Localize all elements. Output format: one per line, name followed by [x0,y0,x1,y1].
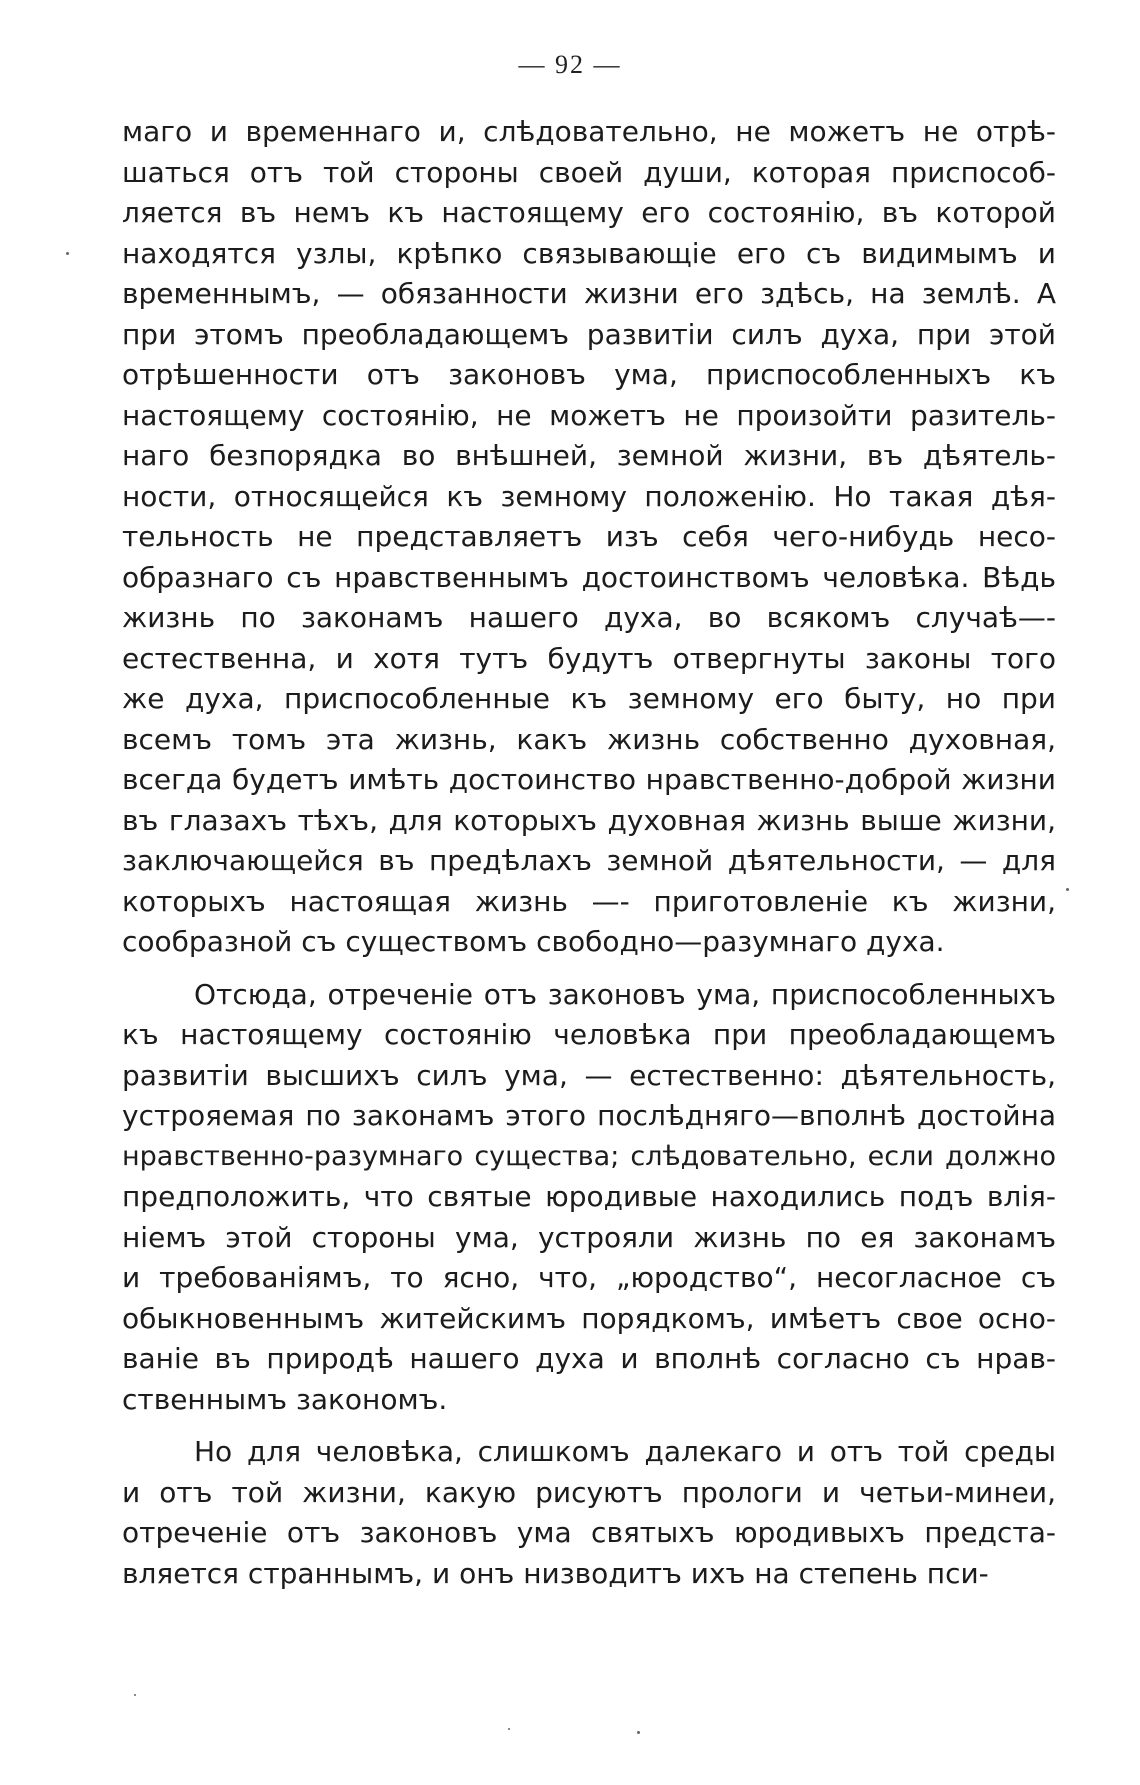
text-line: нравственно-разумнаго существа; слѣдовательно, если должно [122,1140,1056,1172]
text-line: заключающейся въ предѣлахъ земной дѣятельности, — для [122,844,1056,877]
text-line: и отъ той жизни, какую рисуютъ прологи и четьи-минеи, [122,1475,1056,1509]
text-line: Отсюда, отреченіе отъ законовъ ума, приспособленныхъ [194,977,1056,1011]
text-line: въ глазахъ тѣхъ, для которыхъ духовная жизнь выше жизни, [122,803,1056,837]
text-line: ственнымъ закономъ. [122,1382,448,1416]
page-number: — 92 — [518,50,622,79]
body-text [122,112,1056,1594]
text-line: жизнь по законамъ нашего духа, во всякомъ случаѣ—- [122,601,1056,634]
text-line: шаться отъ той стороны своей души, которая приспособ- [122,155,1056,189]
text-line: обыкновеннымъ житейскимъ порядкомъ, имѣетъ свое осно- [122,1301,1056,1335]
scan-speck [134,1694,136,1696]
text-line: Но для человѣка, слишкомъ далекаго и отъ той среды [194,1435,1056,1468]
text-line: всемъ томъ эта жизнь, какъ жизнь собственно духовная, [122,722,1056,756]
paragraph-1 [122,112,1056,963]
text-line: вляется страннымъ, и онъ низводитъ ихъ на степень пси- [122,1556,989,1590]
text-line: сообразной съ существомъ свободно—разумнаго духа. [122,925,945,958]
text-line: къ настоящему состоянію человѣка при преобладающемъ [122,1018,1056,1051]
text-line: образнаго съ нравственнымъ достоинствомъ человѣка. Вѣдь [122,560,1056,594]
text-line: развитіи высшихъ силъ ума, — естественно: дѣятельность, [122,1058,1056,1092]
text-line: тельность не представляетъ изъ себя чего-нибудь несо- [122,520,1056,553]
text-line: ніемъ этой стороны ума, устрояли жизнь по ея законамъ [122,1220,1056,1254]
text-line: отрѣшенности отъ законовъ ума, приспособленныхъ къ [122,358,1056,391]
paragraph-3 [122,1432,1056,1594]
text-line: устрояемая по законамъ этого послѣдняго—вполнѣ достойна [122,1099,1056,1132]
scan-speck [637,1731,640,1734]
scan-speck [1066,888,1069,891]
text-line: же духа, приспособленные къ земному его быту, но при [122,682,1056,715]
text-line: ляется въ немъ къ настоящему его состоянію, въ которой [122,196,1056,229]
text-line: естественна, и хотя тутъ будутъ отвергнуты законы того [122,641,1056,675]
text-line: ности, относящейся къ земному положенію. Но такая дѣя- [122,479,1056,513]
text-line: ваніе въ природѣ нашего духа и вполнѣ согласно съ нрав- [122,1342,1056,1375]
text-line: маго и временнаго и, слѣдовательно, не можетъ не отрѣ- [122,115,1056,148]
text-line: предположить, что святые юродивые находились подъ влія- [122,1180,1056,1213]
text-line: всегда будетъ имѣть достоинство нравственно-доброй жизни [122,763,1056,796]
text-line: которыхъ настоящая жизнь —- приготовленіе къ жизни, [122,884,1056,918]
text-line: временнымъ, — обязанности жизни его здѣсь, на землѣ. А [122,277,1056,310]
scan-speck [66,252,69,255]
paragraph-2 [122,975,1056,1421]
text-line: настоящему состоянію, не можетъ не произойти разитель- [122,398,1056,432]
text-line: наго безпорядка во внѣшней, земной жизни, въ дѣятель- [122,439,1056,472]
text-line: отреченіе отъ законовъ ума святыхъ юродивыхъ предста- [122,1516,1056,1549]
scan-speck [508,1728,510,1730]
text-line: находятся узлы, крѣпко связывающіе его съ видимымъ и [122,236,1056,270]
text-line: и требованіямъ, то ясно, что, „юродство“, несогласное съ [122,1261,1056,1294]
text-line: при этомъ преобладающемъ развитіи силъ духа, при этой [122,317,1056,351]
